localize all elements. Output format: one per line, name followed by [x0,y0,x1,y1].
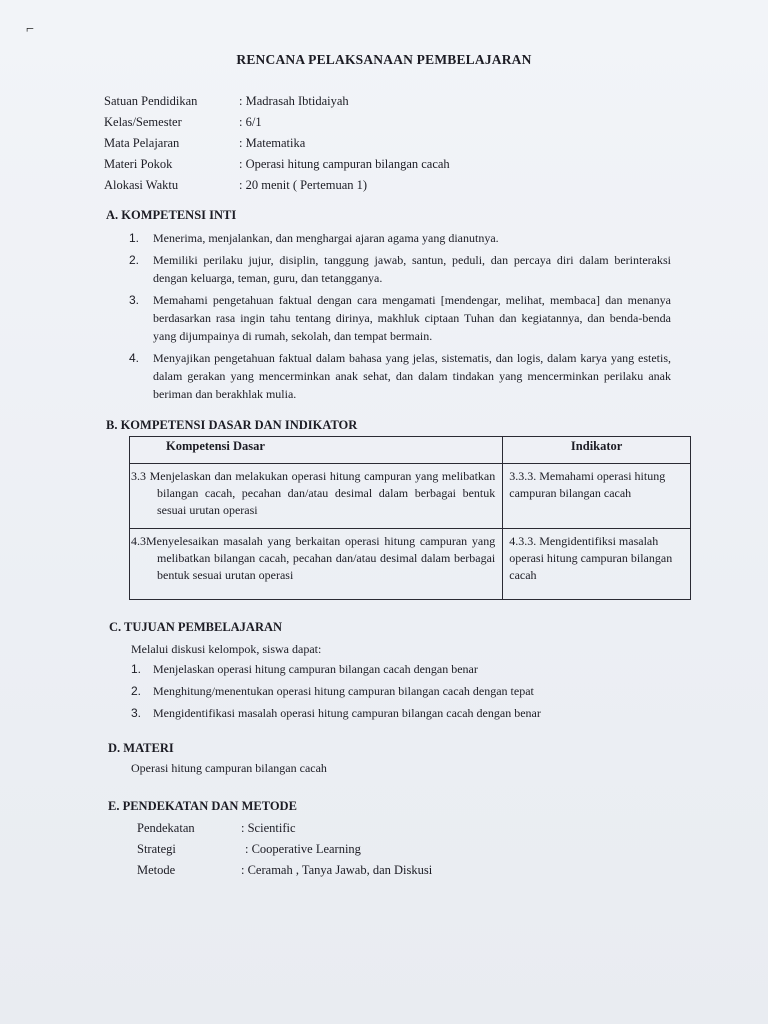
list-number: 2. [131,684,142,698]
cell-text: 4.3.3. Mengidentifiksi masalah operasi hitung campuran bilangan cacah [509,534,673,582]
info-value: : 6/1 [239,115,262,129]
info-label: Satuan Pendidikan [104,94,198,108]
list-number: 2. [129,253,140,267]
table-cell [130,529,503,600]
section-c-intro: Melalui diskusi kelompok, siswa dapat: [131,642,322,656]
approach-row [137,818,432,839]
approach-block [137,818,432,881]
section-a-heading: A. KOMPETENSI INTI [106,208,237,222]
list-item [129,349,671,403]
list-item [129,291,671,345]
approach-label: Strategi [137,842,176,856]
kompetensi-dasar-table [129,436,691,600]
list-number: 3. [129,293,140,307]
cell-text: 3.3 Menjelaskan dan melakukan operasi hitung campuran yang melibatkan bilangan cacah, pecahan dan/atau desimal dalam berbagai bentuk sesuai urutan operasi [131,469,496,517]
column-header-kompetensi: Kompetensi Dasar [130,437,503,464]
list-item [129,229,671,247]
list-number: 4. [129,351,140,365]
info-row [104,91,450,112]
list-item [131,682,691,700]
info-block [104,91,450,196]
list-item [129,251,671,287]
list-text: Menerima, menjalankan, dan menghargai ajaran agama yang dianutnya. [153,231,499,245]
info-row [104,133,450,154]
list-text: Menjelaskan operasi hitung campuran bilangan cacah dengan benar [153,662,478,676]
table-cell [130,464,503,529]
table-row [130,464,691,529]
tujuan-list [131,660,691,722]
table-cell [503,464,691,529]
section-d-heading: D. MATERI [108,741,174,755]
approach-row [137,839,432,860]
table-header-row [130,437,691,464]
info-value: : 20 menit ( Pertemuan 1) [239,178,368,192]
info-label: Alokasi Waktu [104,178,179,192]
section-d-text: Operasi hitung campuran bilangan cacah [131,761,327,775]
table-cell [503,529,691,600]
kompetensi-inti-list [129,229,671,403]
list-number: 1. [129,231,140,245]
approach-value: : Scientific [241,821,296,835]
info-row [104,112,450,133]
list-text: Mengidentifikasi masalah operasi hitung campuran bilangan cacah dengan benar [153,706,541,720]
list-text: Menghitung/menentukan operasi hitung campuran bilangan cacah dengan tepat [153,684,534,698]
info-label: Kelas/Semester [104,115,182,129]
section-b-heading: B. KOMPETENSI DASAR DAN INDIKATOR [106,418,358,432]
approach-row [137,860,432,881]
approach-value: : Ceramah , Tanya Jawab, dan Diskusi [241,863,433,877]
section-e-heading: E. PENDEKATAN DAN METODE [108,799,297,813]
list-number: 3. [131,706,142,720]
staple-mark-icon: ⌐ [26,22,34,37]
info-value: : Operasi hitung campuran bilangan cacah [239,157,450,171]
info-row [104,154,450,175]
approach-label: Pendekatan [137,821,195,835]
approach-value: : Cooperative Learning [245,842,361,856]
section-c-heading: C. TUJUAN PEMBELAJARAN [109,620,283,634]
table-row [130,529,691,600]
list-item [131,704,691,722]
info-value: : Madrasah Ibtidaiyah [239,94,349,108]
list-text: Menyajikan pengetahuan faktual dalam bahasa yang jelas, sistematis, dan logis, dalam karya yang estetis, dalam gerakan yang mencerminkan anak sehat, dan dalam tindakan yang mencerminkan perilaku anak beriman dan berakhlak mulia. [153,351,671,401]
list-item [131,660,691,678]
info-value: : Matematika [239,136,306,150]
column-header-indikator: Indikator [503,437,691,464]
info-row [104,175,450,196]
info-label: Mata Pelajaran [104,136,180,150]
list-text: Memahami pengetahuan faktual dengan cara mengamati [mendengar, melihat, membaca] dan menanya berdasarkan rasa ingin tahu tentang dirinya, makhluk ciptaan Tuhan dan kegiatannya, dan benda-benda yang dijumpainya di rumah, sekolah, dan tempat bermain. [153,293,671,343]
info-label: Materi Pokok [104,157,173,171]
approach-label: Metode [137,863,176,877]
cell-text: 3.3.3. Memahami operasi hitung campuran bilangan cacah [509,469,666,500]
cell-text: 4.3Menyelesaikan masalah yang berkaitan operasi hitung campuran yang melibatkan bilangan cacah, pecahan dan/atau desimal dalam berbagai bentuk sesuai urutan operasi [131,534,496,582]
document-title: RENCANA PELAKSANAAN PEMBELAJARAN [236,52,532,67]
list-text: Memiliki perilaku jujur, disiplin, tanggung jawab, santun, peduli, dan percaya diri dalam berinteraksi dengan keluarga, teman, guru, dan tetangganya. [153,253,671,285]
list-number: 1. [131,662,142,676]
